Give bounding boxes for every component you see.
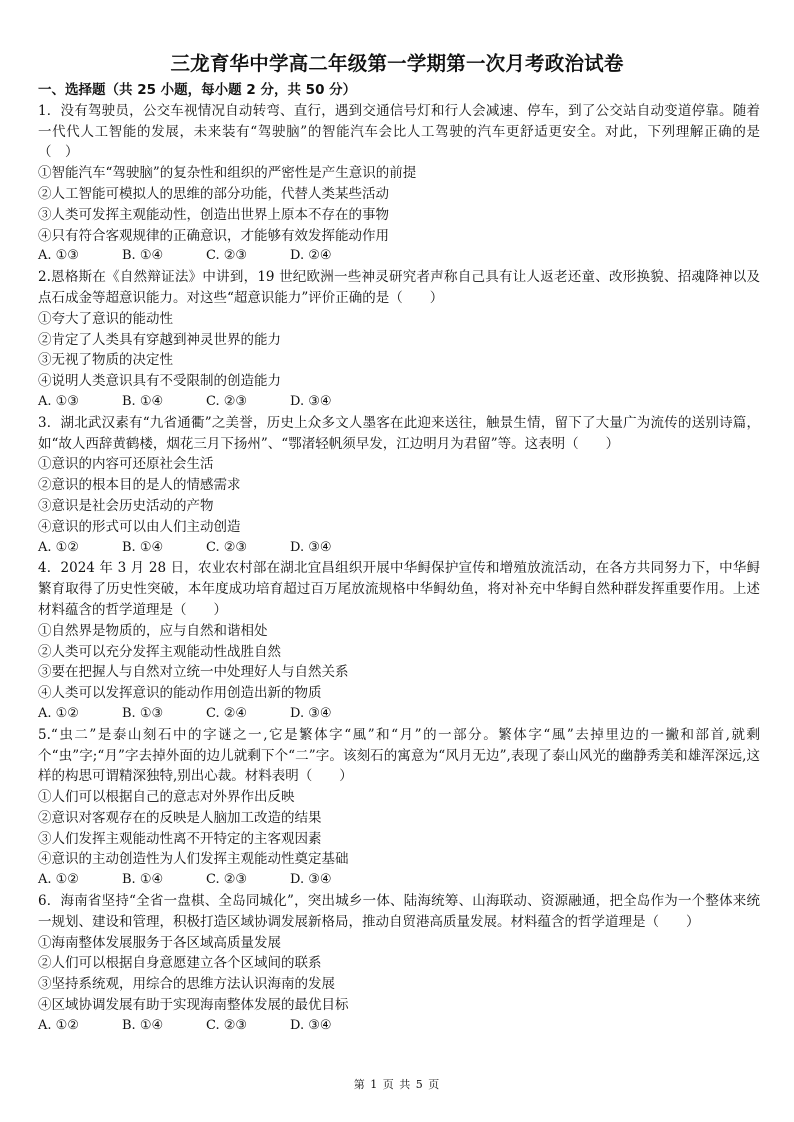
statement-option: ①海南整体发展服务于各区域高质量发展 — [38, 934, 281, 951]
answer-choice-d: D. ③④ — [290, 393, 332, 409]
statement-option: ④区域协调发展有助于实现海南整体发展的最优目标 — [38, 997, 349, 1014]
statement-option: ②人类可以充分发挥主观能动性战胜自然 — [38, 643, 281, 660]
statement-option: ③无视了物质的决定性 — [38, 352, 173, 369]
question-stem: 2.恩格斯在《自然辩证法》中讲到，19 世纪欧洲一些神灵研究者声称自己具有让人返老还童、改形换貌、招魂降神以及点石成金等超意识能力。对这些“超意识能力”评价正确的是（ ） — [38, 269, 760, 306]
answer-choice-b: B. ①④ — [122, 1017, 164, 1033]
statement-option: ①夸大了意识的能动性 — [38, 310, 173, 327]
question-stem: 6．海南省坚持“全省一盘棋、全岛同城化”，突出城乡一体、陆海统筹、山海联动、资源融通，把全岛作为一个整体来统一规划、建设和管理，积极打造区域协调发展新格局，推动自贸港高质量发展。材料蕴含的哲学道理是（ ） — [38, 893, 760, 930]
statement-option: ③坚持系统观，用综合的思维方法认识海南的发展 — [38, 976, 335, 993]
answer-choice-d: D. ②④ — [290, 248, 332, 264]
statement-option: ①智能汽车“驾驶脑”的复杂性和组织的严密性是产生意识的前提 — [38, 165, 417, 182]
statement-option: ④说明人类意识具有不受限制的创造能力 — [38, 373, 281, 390]
statement-option: ④意识的形式可以由人们主动创造 — [38, 518, 241, 535]
answer-choice-c: C. ②③ — [206, 393, 248, 409]
answer-choice-a: A. ①② — [38, 705, 79, 721]
question-stem: 4．2024 年 3 月 28 日，农业农村部在湖北宜昌组织开展中华鲟保护宣传和增殖放流活动，在各方共同努力下，中华鲟繁育取得了历史性突破，本年度成功培育超过百万尾放流规格中华鲟幼鱼，将对补充中华鲟自然种群发挥重要作用。上述材料蕴含的哲学道理是（ ） — [38, 560, 760, 618]
answer-choice-c: C. ②③ — [206, 248, 248, 264]
answer-choice-b: B. ①③ — [122, 705, 164, 721]
statement-option: ③人们发挥主观能动性离不开特定的主客观因素 — [38, 830, 322, 847]
statement-option: ②人们可以根据自身意愿建立各个区域间的联系 — [38, 955, 322, 972]
answer-choice-c: C. ②③ — [206, 539, 248, 555]
answer-choices — [38, 538, 760, 559]
question-4 — [38, 558, 760, 724]
statement-option: ②意识的根本目的是人的情感需求 — [38, 477, 241, 494]
exam-content — [38, 80, 760, 1037]
statement-option: ④只有符合客观规律的正确意识，才能够有效发挥能动作用 — [38, 227, 389, 244]
question-1 — [38, 101, 760, 267]
answer-choices — [38, 1016, 760, 1037]
question-stem: 3．湖北武汉素有“九省通衢”之美誉，历史上众多文人墨客在此迎来送往，触景生情，留下了大量广为流传的送别诗篇，如“故人西辞黄鹤楼，烟花三月下扬州”、“鄂渚轻帆须早发，江边明月为君留”等。这表明（ ） — [38, 414, 760, 452]
answer-choice-d: D. ③④ — [290, 705, 332, 721]
answer-choice-c: C. ②③ — [206, 1017, 248, 1033]
answer-choices — [38, 704, 760, 725]
statement-option: ③要在把握人与自然对立统一中处理好人与自然关系 — [38, 664, 349, 681]
answer-choice-d: D. ③④ — [290, 872, 332, 888]
answer-choice-b: B. ①④ — [122, 248, 164, 264]
statement-option: ③人类可发挥主观能动性，创造出世界上原本不存在的事物 — [38, 206, 389, 223]
statement-option: ①意识的内容可还原社会生活 — [38, 456, 214, 473]
question-2 — [38, 267, 760, 413]
section-heading: 一、选择题（共 25 小题，每小题 2 分，共 50 分） — [38, 82, 357, 98]
page-footer: 第 1 页 共 5 页 — [353, 1078, 441, 1091]
answer-choices — [38, 870, 760, 891]
statement-option: ③意识是社会历史活动的产物 — [38, 497, 214, 514]
statement-option: ④人类可以发挥意识的能动作用创造出新的物质 — [38, 685, 322, 702]
answer-choice-b: B. ①④ — [122, 872, 164, 888]
exam-title: 三龙育华中学高二年级第一学期第一次月考政治试卷 — [170, 52, 624, 75]
answer-choice-a: A. ①② — [38, 1017, 79, 1033]
statement-option: ②肯定了人类具有穿越到神灵世界的能力 — [38, 331, 281, 348]
answer-choice-a: A. ①② — [38, 539, 79, 555]
answer-choice-a: A. ①③ — [38, 393, 79, 409]
statement-option: ②人工智能可模拟人的思维的部分功能，代替人类某些活动 — [38, 185, 389, 202]
question-3 — [38, 413, 760, 559]
statement-option: ①人们可以根据自己的意志对外界作出反映 — [38, 789, 295, 806]
question-5 — [38, 725, 760, 891]
answer-choices — [38, 246, 760, 267]
statement-option: ①自然界是物质的，应与自然和谐相处 — [38, 622, 268, 639]
answer-choice-c: C. ②③ — [206, 872, 248, 888]
question-stem: 1．没有驾驶员，公交车视情况自动转弯、直行，遇到交通信号灯和行人会减速、停车，到了公交站自动变道停靠。随着一代代人工智能的发展，未来装有“驾驶脑”的智能汽车会比人工驾驶的汽车更舒适更安全。对此，下列理解正确的是（ ） — [38, 102, 760, 161]
statement-option: ②意识对客观存在的反映是人脑加工改造的结果 — [38, 809, 322, 826]
answer-choice-d: D. ③④ — [290, 1017, 332, 1033]
answer-choices — [38, 392, 760, 413]
answer-choice-b: B. ①④ — [122, 539, 164, 555]
answer-choice-c: C. ②④ — [206, 705, 248, 721]
answer-choice-d: D. ③④ — [290, 539, 332, 555]
answer-choice-b: B. ①④ — [122, 393, 164, 409]
question-6 — [38, 891, 760, 1037]
statement-option: ④意识的主动创造性为人们发挥主观能动性奠定基础 — [38, 851, 349, 868]
answer-choice-a: A. ①③ — [38, 248, 79, 264]
question-stem: 5.“虫二”是泰山刻石中的字谜之一,它是繁体字“風”和“月”的一部分。繁体字“風”去掉里边的一撇和部首,就剩个“虫”字;“月”字去掉外面的边儿就剩下个“二”字。该刻石的寓意为“风月无边”,表现了泰山风光的幽静秀美和雄浑深远,这样的构思可谓精深独特,别出心裁。材料表明（ ） — [38, 726, 760, 785]
answer-choice-a: A. ①② — [38, 872, 79, 888]
